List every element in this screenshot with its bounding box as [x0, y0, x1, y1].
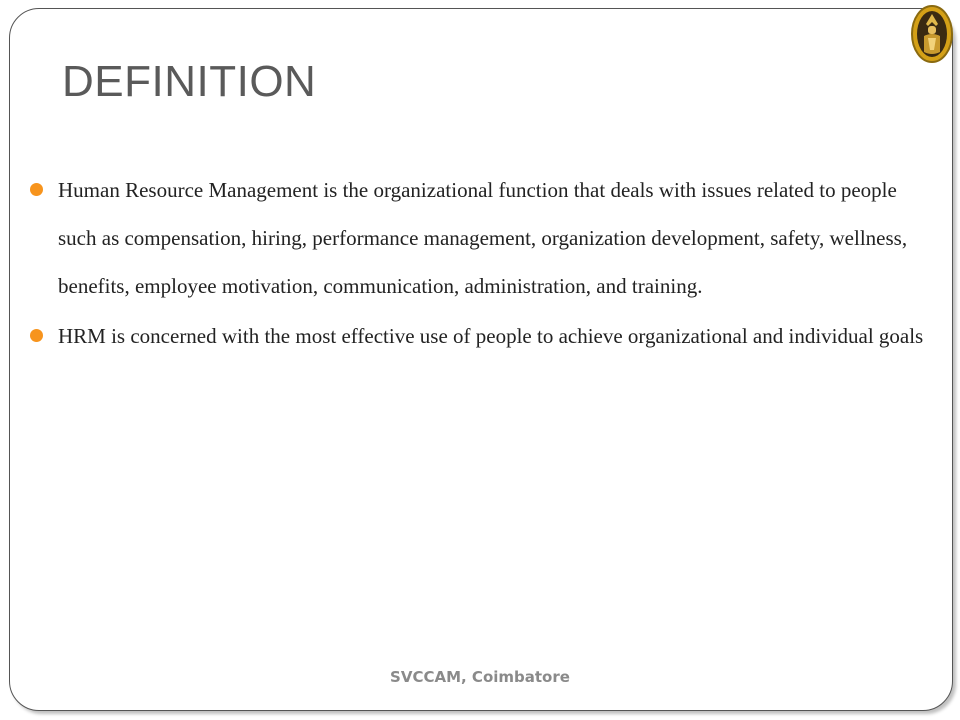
- bullet-item: [30, 312, 940, 360]
- deity-emblem-logo-icon: [910, 4, 954, 64]
- bullet-list: [30, 166, 940, 362]
- bullet-dot-icon: [30, 329, 43, 342]
- bullet-text: Human Resource Management is the organizational function that deals with issues related to people such as compensation, hiring, performance management, organization development, safety, wellness, benefits, employee motivation, communication, administration, and training.: [58, 178, 908, 298]
- bullet-text: HRM is concerned with the most effective use of people to achieve organizational and individual goals: [58, 324, 924, 348]
- bullet-item: [30, 166, 940, 310]
- slide-footer: SVCCAM, Coimbatore: [390, 668, 570, 686]
- slide-title: DEFINITION: [62, 57, 317, 106]
- bullet-dot-icon: [30, 183, 43, 196]
